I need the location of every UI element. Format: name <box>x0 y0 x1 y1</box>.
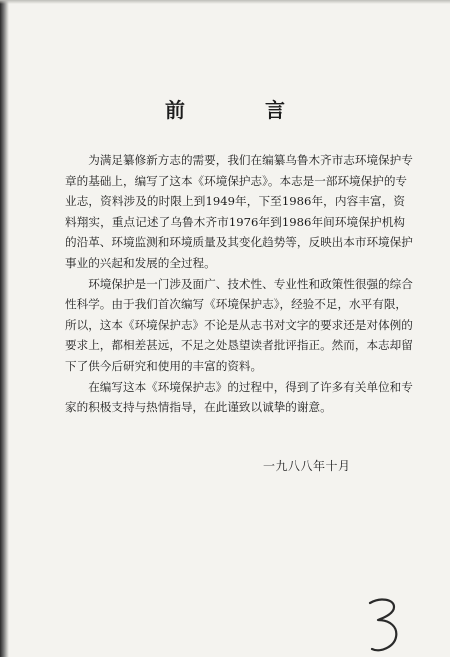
text-line: 章的基础上，编写了这本《环境保护志》。本志是一部环境保护的专 <box>65 173 408 188</box>
text-line: 事业的兴起和发展的全过程。 <box>65 255 216 270</box>
handwritten-page-number-3-icon <box>360 595 410 657</box>
text-line: 环境保护是一门涉及面广、技术性、专业性和政策性很强的综合 <box>65 276 413 291</box>
text-line: 在编写这本《环境保护志》的过程中，得到了许多有关单位和专 <box>65 379 413 394</box>
preface-date: 一九八八年十月 <box>263 459 351 473</box>
text-line: 料翔实，重点记述了乌鲁木齐市1976年到1986年间环境保护机构 <box>65 214 405 229</box>
text-line: 下了供今后研究和使用的丰富的资料。 <box>65 358 263 373</box>
text-line: 的沿革、环境监测和环境质量及其变化趋势等，反映出本市环境保护 <box>65 235 413 250</box>
text-line: 所以，这本《环境保护志》不论是从志书对文字的要求还是对体例的 <box>65 317 413 332</box>
text-line: 家的积极支持与热情指导，在此谨致以诚挚的谢意。 <box>65 400 332 415</box>
scan-top-edge <box>0 0 450 4</box>
text-line: 业志，资料涉及的时限上到1949年，下至1986年，内容丰富，资 <box>65 194 405 209</box>
text-line: 为满足纂修新方志的需要，我们在编纂乌鲁木齐市志环境保护专 <box>65 153 413 167</box>
text-line: 性科学。由于我们首次编写《环境保护志》，经验不足，水平有限， <box>65 297 408 312</box>
preface-body <box>65 150 413 418</box>
page-title: 前 言 <box>165 98 315 122</box>
text-line: 要求上，都相差甚远，不足之处恳望读者批评指正。然而，本志却留 <box>65 338 413 353</box>
